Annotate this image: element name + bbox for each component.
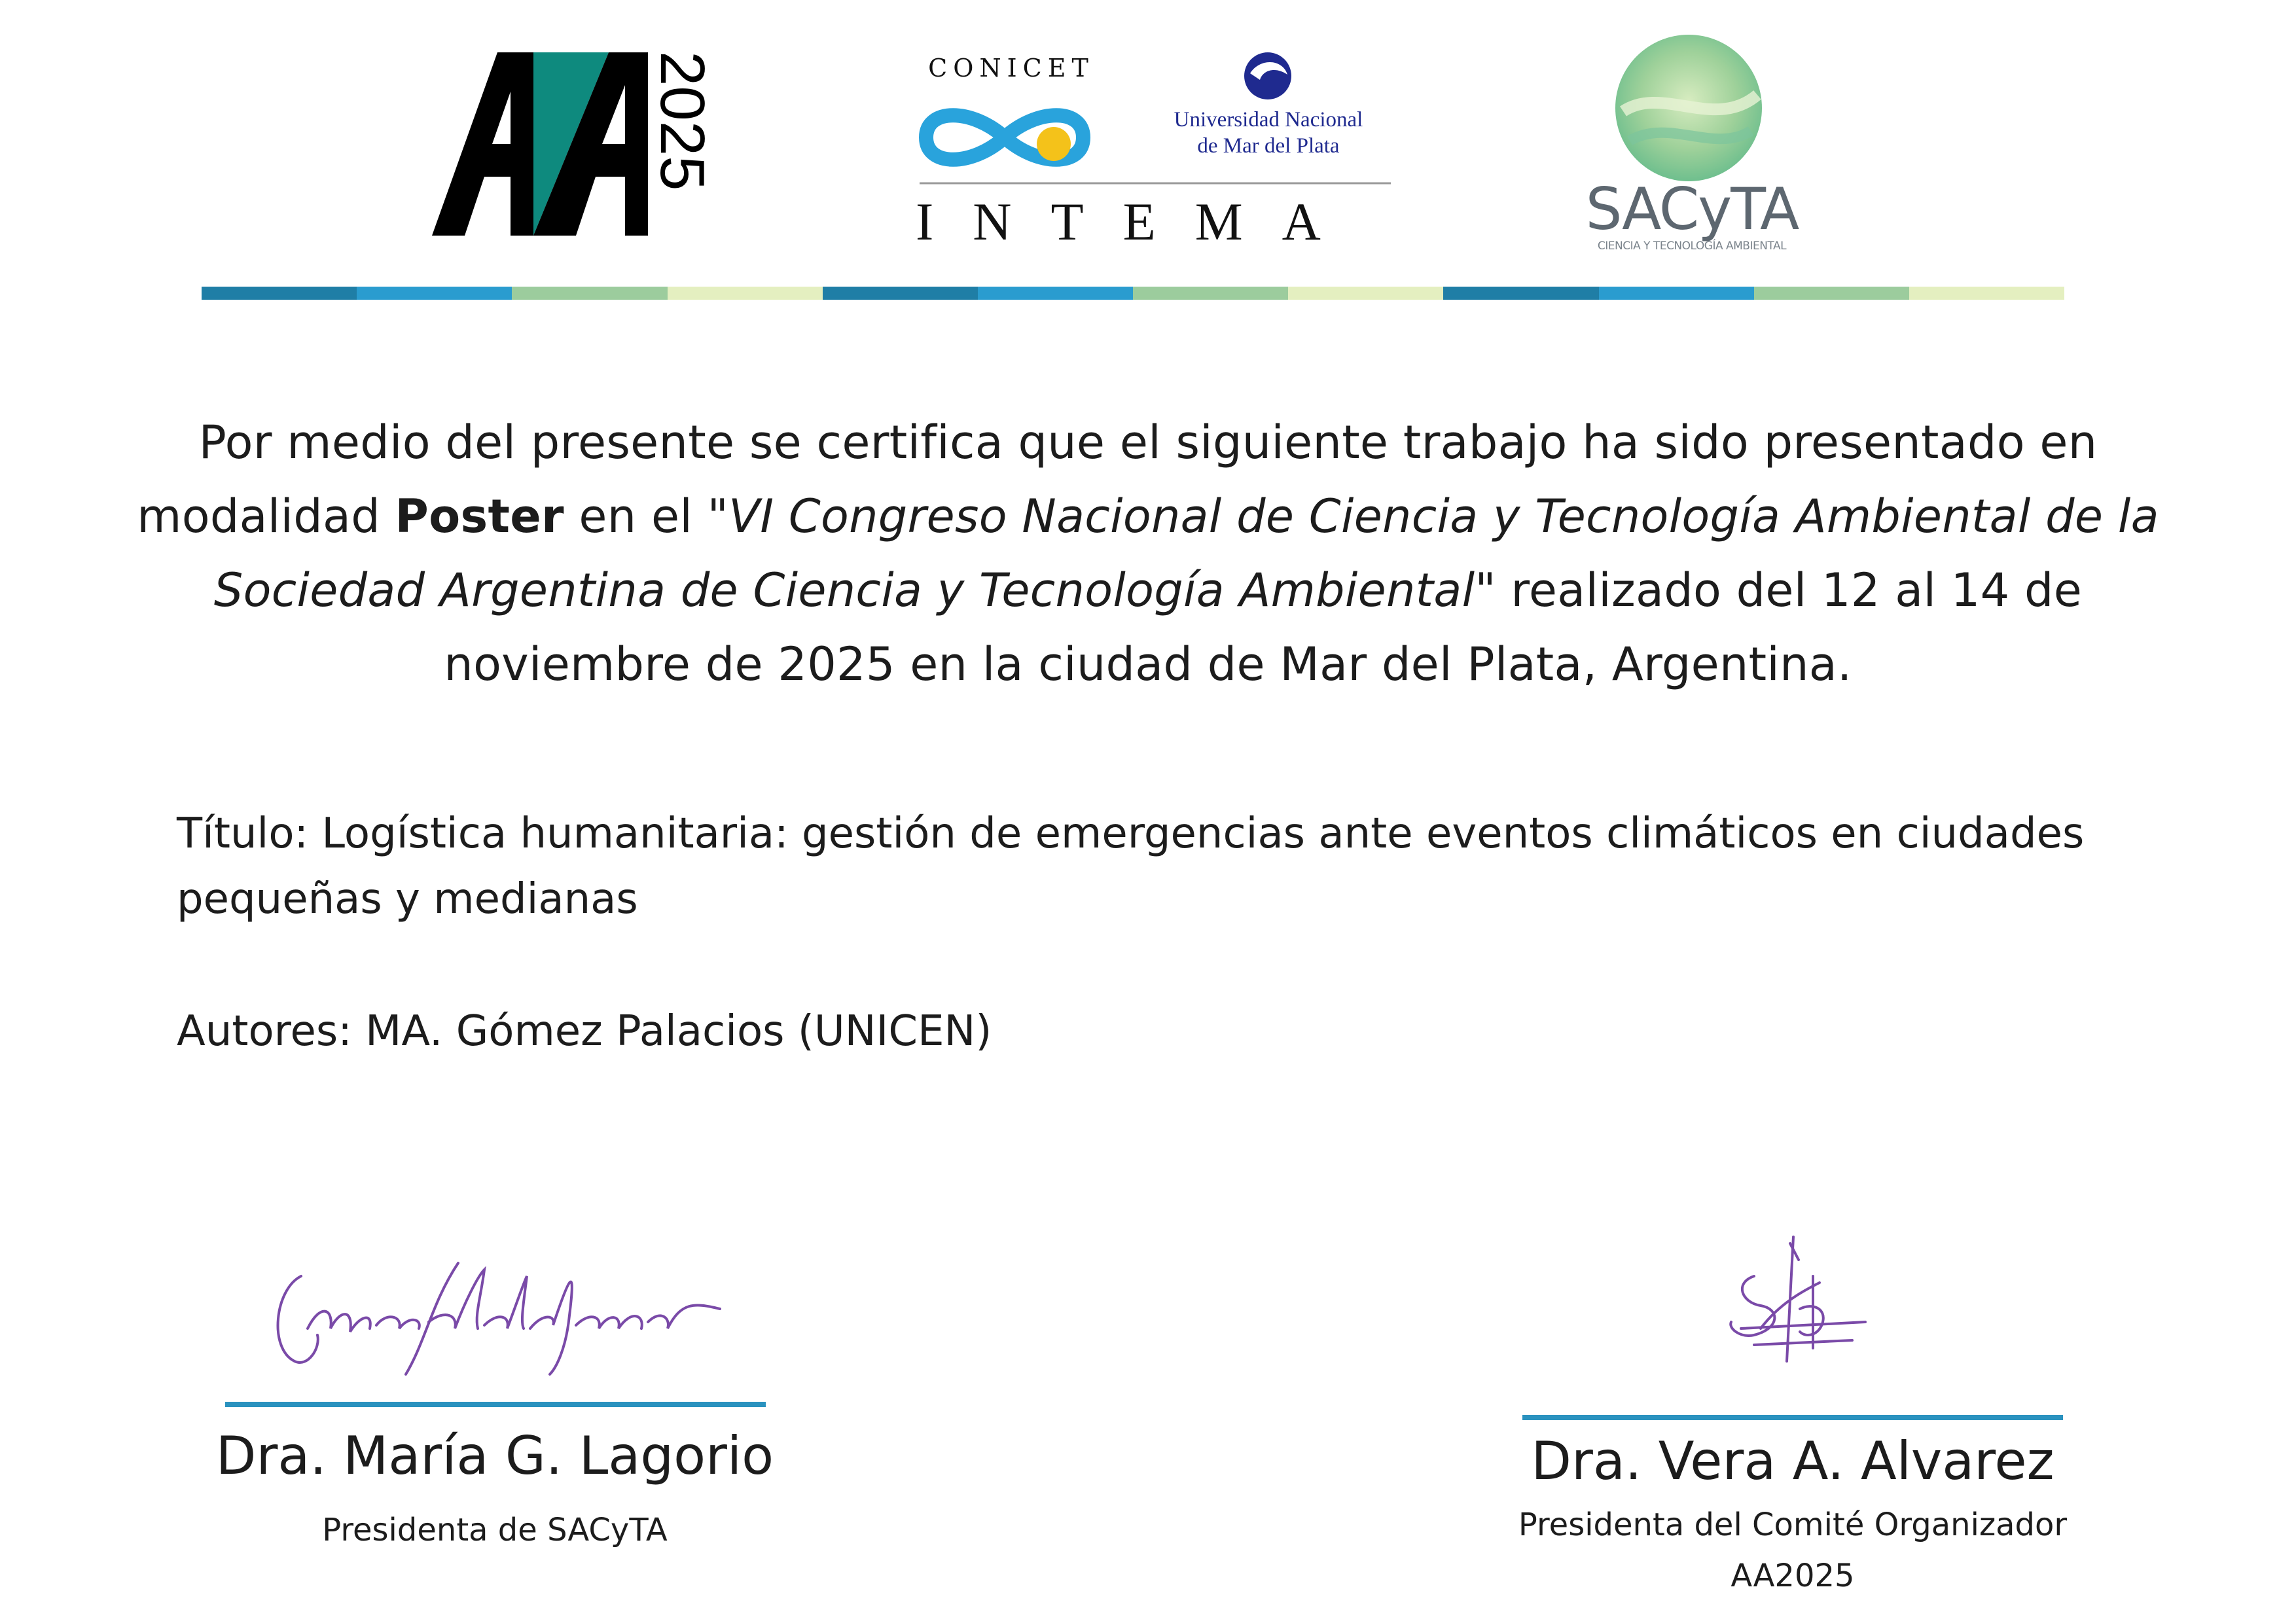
stripe-segment-6 <box>1133 287 1288 300</box>
stripe-segment-5 <box>978 287 1133 300</box>
signature-alvarez <box>1715 1230 1872 1381</box>
signer-1-name: Dra. María G. Lagorio <box>215 1425 774 1486</box>
stripe-segment-4 <box>823 287 978 300</box>
signature-lagorio <box>262 1237 740 1381</box>
certificate-connector: en el <box>579 490 693 543</box>
aa-year-text: 2025 <box>647 51 717 191</box>
stripe-segment-9 <box>1599 287 1754 300</box>
signer-2-role-event: AA2025 <box>1731 1558 1855 1594</box>
work-title: Título: Logística humanitaria: gestión de emergencias ante eventos climáticos en ciudades pequeñas y medianas <box>177 810 2085 923</box>
signature-line-2 <box>1522 1415 2063 1420</box>
stripe-segment-3 <box>668 287 823 300</box>
stripe-segment-1 <box>357 287 512 300</box>
sacyta-subtitle: CIENCIA Y TECNOLOGÍA AMBIENTAL <box>1597 240 1787 253</box>
unmdp-label-line2: de Mar del Plata <box>1197 134 1340 158</box>
unmdp-label-line1: Universidad Nacional <box>1174 108 1363 132</box>
stripe-segment-0 <box>202 287 357 300</box>
sacyta-label: SACyTA <box>1585 175 1799 243</box>
stripe-segment-11 <box>1909 287 2064 300</box>
certificate-statement <box>131 406 2165 702</box>
signer-2-name: Dra. Vera A. Alvarez <box>1531 1431 2054 1491</box>
stripe-segment-8 <box>1443 287 1598 300</box>
aa2025-logo <box>419 39 772 249</box>
event-name: "VI Congreso Nacional de Ciencia y Tecnología Ambiental de la Sociedad Argentina de Ciencia y Tecnología Ambiental" <box>213 490 2159 617</box>
header-stripe-divider <box>202 287 2064 300</box>
certificate-closing: realizado del 12 al 14 de noviembre de 2025 en la ciudad de Mar del Plata, Argentina. <box>444 563 2083 691</box>
stripe-segment-7 <box>1288 287 1443 300</box>
signer-2-role: Presidenta del Comité Organizador <box>1518 1507 2068 1543</box>
intema-label: INTEMA <box>916 192 1360 251</box>
certificate-intro: Por medio del presente se certifica que el siguiente trabajo ha sido presentado en modalidad <box>137 416 2098 543</box>
signer-1-role: Presidenta de SACyTA <box>322 1512 668 1548</box>
work-authors: Autores: MA. Gómez Palacios (UNICEN) <box>177 1007 992 1056</box>
conicet-label: CONICET <box>928 54 1094 82</box>
modality-label: Poster <box>395 490 564 543</box>
signature-line-1 <box>225 1402 766 1407</box>
stripe-segment-10 <box>1754 287 1909 300</box>
stripe-segment-2 <box>512 287 667 300</box>
